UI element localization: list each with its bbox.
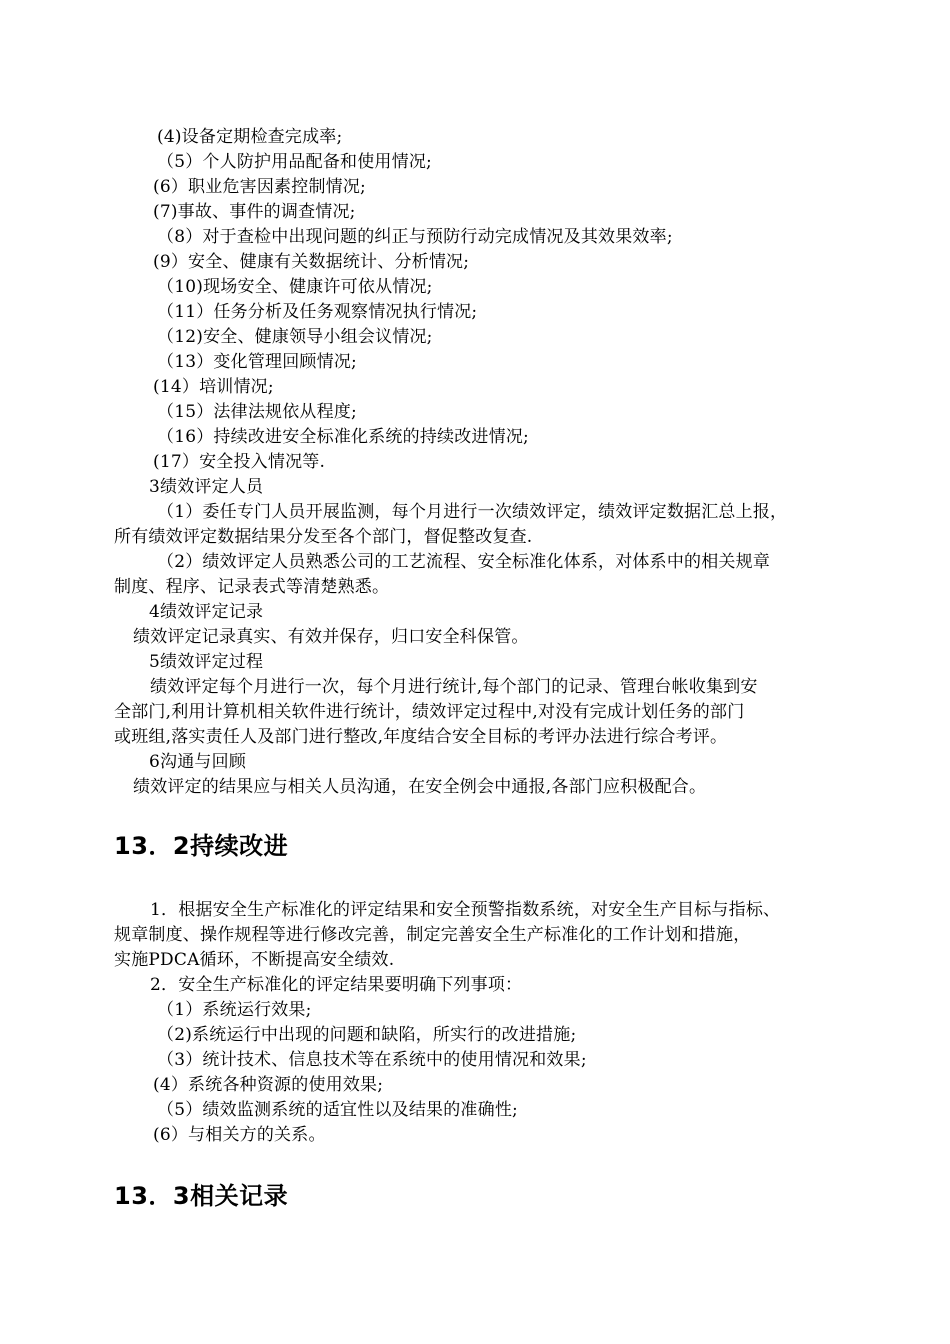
- improve-item-4: (4）系统各种资源的使用效果;: [153, 1075, 384, 1095]
- records-text: 绩效评定记录真实、有效并保存，归口安全科保管。: [133, 627, 529, 647]
- improve-item-5: （5）绩效监测系统的适宜性以及结果的准确性;: [157, 1100, 518, 1120]
- process-line2: 全部门,利用计算机相关软件进行统计，绩效评定过程中,对没有完成计划任务的部门: [114, 702, 745, 722]
- process-heading: 5绩效评定过程: [149, 652, 264, 672]
- list-item-14: (14）培训情况;: [153, 377, 274, 397]
- personnel-heading: 3绩效评定人员: [149, 477, 264, 497]
- improve-para1-line2: 规章制度、操作规程等进行修改完善，制定完善安全生产标准化的工作计划和措施，: [114, 925, 751, 945]
- records-heading: 4绩效评定记录: [149, 602, 264, 622]
- communication-text: 绩效评定的结果应与相关人员沟通，在安全例会中通报,各部门应积极配合。: [133, 777, 707, 797]
- list-item-12: （12)安全、健康领导小组会议情况;: [157, 327, 433, 347]
- improve-item-1: （1）系统运行效果;: [157, 1000, 312, 1020]
- communication-heading: 6沟通与回顾: [149, 752, 247, 772]
- improve-item-3: （3）统计技术、信息技术等在系统中的使用情况和效果;: [157, 1050, 587, 1070]
- improve-para1-line1: 1．根据安全生产标准化的评定结果和安全预警指数系统，对安全生产目标与指标、: [150, 900, 781, 920]
- list-item-5: （5）个人防护用品配备和使用情况;: [157, 152, 432, 172]
- section-13-3-title: 13．3相关记录: [114, 1182, 289, 1210]
- process-line1: 绩效评定每个月进行一次，每个月进行统计,每个部门的记录、管理台帐收集到安: [150, 677, 758, 697]
- improve-item-6: (6）与相关方的关系。: [153, 1125, 326, 1145]
- personnel-item2-line1: （2）绩效评定人员熟悉公司的工艺流程、安全标准化体系，对体系中的相关规章: [157, 552, 771, 572]
- list-item-17: (17）安全投入情况等.: [153, 452, 326, 472]
- list-item-13: （13）变化管理回顾情况;: [157, 352, 357, 372]
- list-item-15: （15）法律法规依从程度;: [157, 402, 357, 422]
- list-item-6: (6）职业危害因素控制情况;: [153, 177, 366, 197]
- list-item-7: (7)事故、事件的调查情况;: [153, 202, 356, 222]
- section-13-2-title: 13．2持续改进: [114, 832, 289, 860]
- list-item-9: (9）安全、健康有关数据统计、分析情况;: [153, 252, 470, 272]
- list-item-10: （10)现场安全、健康许可依从情况;: [157, 277, 433, 297]
- list-item-8: （8）对于查检中出现问题的纠正与预防行动完成情况及其效果效率;: [157, 227, 673, 247]
- list-item-16: （16）持续改进安全标准化系统的持续改进情况;: [157, 427, 529, 447]
- list-item-4: (4)设备定期检查完成率;: [157, 127, 343, 147]
- improve-para2: 2．安全生产标准化的评定结果要明确下列事项：: [150, 975, 523, 995]
- personnel-item2-line2: 制度、程序、记录表式等清楚熟悉。: [114, 577, 390, 597]
- process-line3: 或班组,落实责任人及部门进行整改,年度结合安全目标的考评办法进行综合考评。: [114, 727, 728, 747]
- list-item-11: （11）任务分析及任务观察情况执行情况;: [157, 302, 478, 322]
- personnel-item1-line2: 所有绩效评定数据结果分发至各个部门，督促整改复查.: [114, 527, 533, 547]
- improve-item-2: （2)系统运行中出现的问题和缺陷，所实行的改进措施;: [157, 1025, 577, 1045]
- personnel-item1-line1: （1）委任专门人员开展监测，每个月进行一次绩效评定，绩效评定数据汇总上报，: [157, 502, 788, 522]
- improve-para1-line3: 实施PDCA循环，不断提高安全绩效.: [114, 950, 395, 970]
